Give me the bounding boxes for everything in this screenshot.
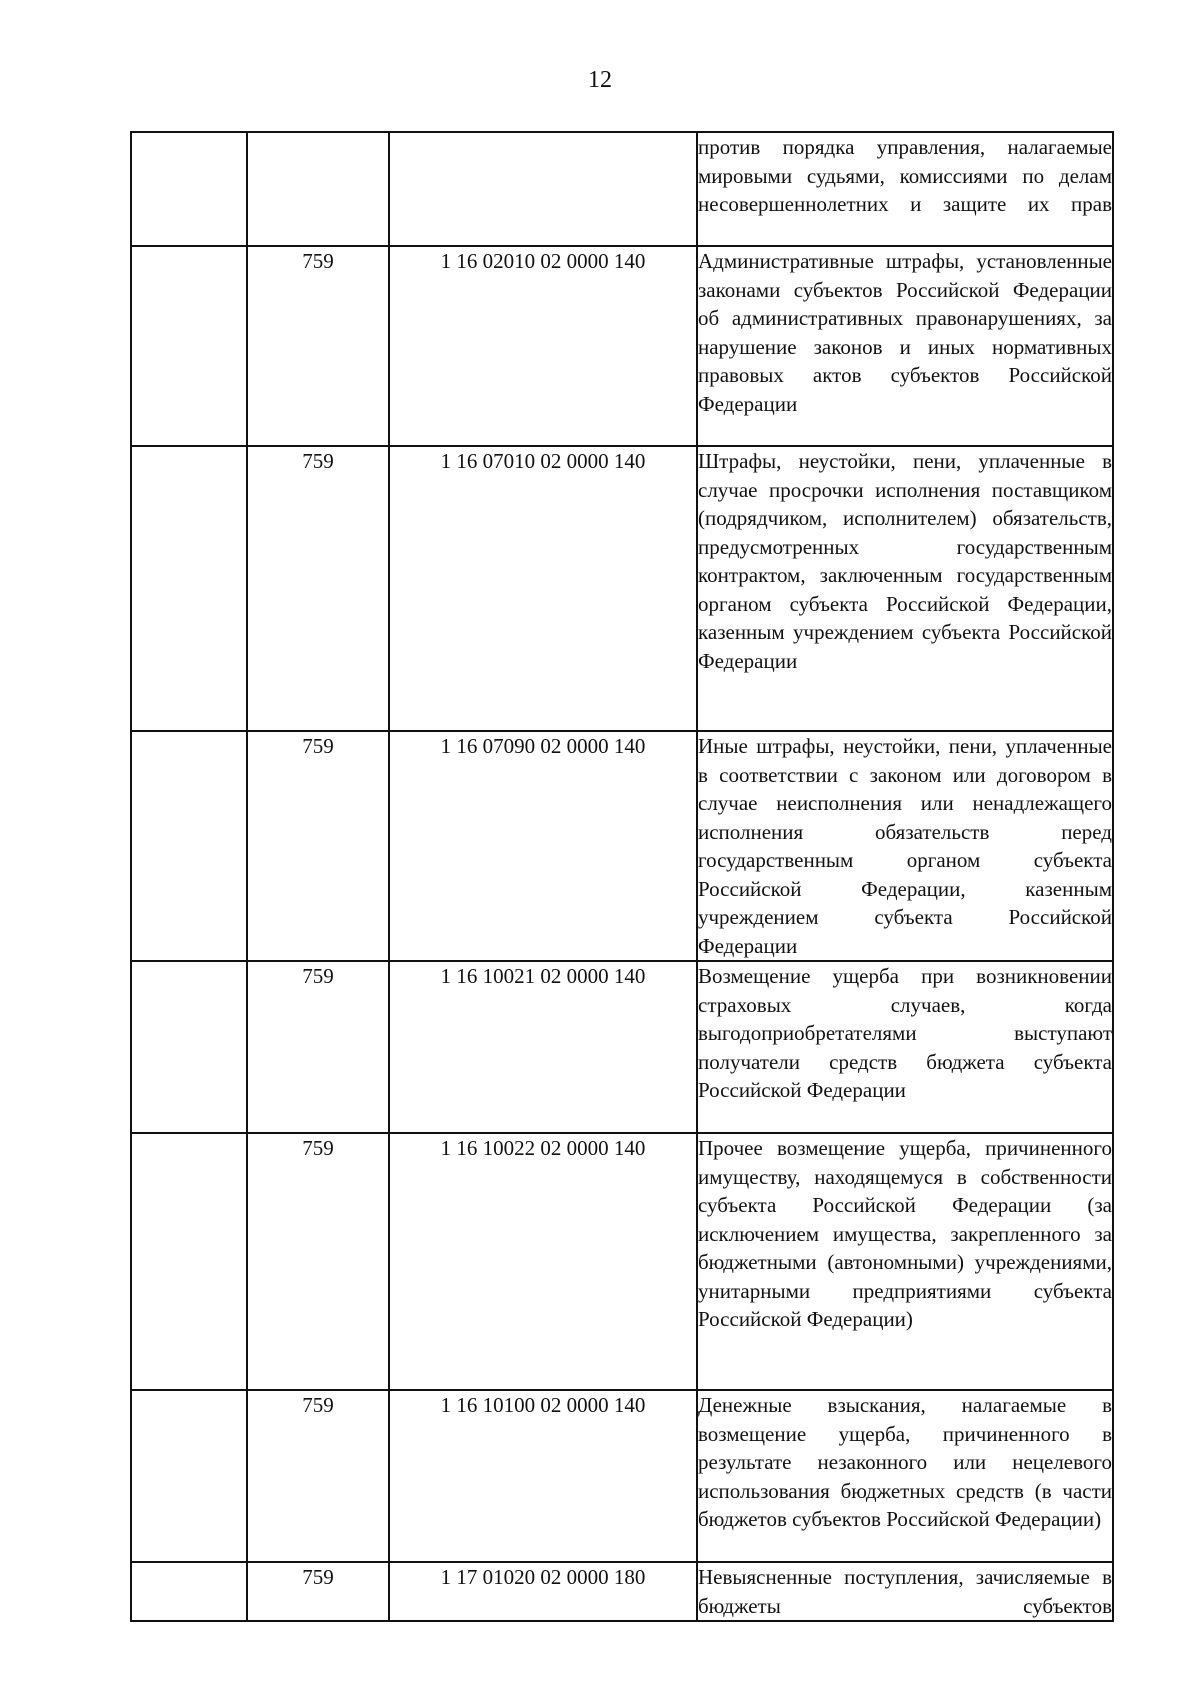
kbk-code-cell: 1 16 10022 02 0000 140 <box>389 1133 697 1390</box>
income-name-cell: Денежные взыскания, налагаемые в возмещение ущерба, причиненного в результате незаконного или нецелевого использования бюджетных средств (в части бюджетов субъектов Российской Федерации) <box>697 1390 1113 1562</box>
admin-code-cell: 759 <box>247 446 389 731</box>
kbk-code-cell: 1 16 10100 02 0000 140 <box>389 1390 697 1562</box>
table-row <box>131 731 1113 961</box>
admin-code-cell: 759 <box>247 1390 389 1562</box>
admin-code-cell: 759 <box>247 1562 389 1621</box>
income-name-cell: Административные штрафы, установленные законами субъектов Российской Федерации об административных правонарушениях, за нарушение законов и иных нормативных правовых актов субъектов Российской Федерации <box>697 246 1113 446</box>
budget-classification-table <box>130 131 1114 1622</box>
table-row <box>131 246 1113 446</box>
empty-cell <box>131 446 247 731</box>
admin-code-cell: 759 <box>247 731 389 961</box>
page-number: 12 <box>588 67 612 93</box>
kbk-code-cell: 1 16 02010 02 0000 140 <box>389 246 697 446</box>
income-name-cell: Прочее возмещение ущерба, причиненного имуществу, находящемуся в собственности субъекта Российской Федерации (за исключением имущества, закрепленного за бюджетными (автономными) учреждениями, унитарными предприятиями субъекта Российской Федерации) <box>697 1133 1113 1390</box>
income-name-cell: Возмещение ущерба при возникновении страховых случаев, когда выгодоприобретателями выступают получатели средств бюджета субъекта Российской Федерации <box>697 961 1113 1133</box>
table-row <box>131 446 1113 731</box>
table-row <box>131 1390 1113 1562</box>
income-name-cell: Иные штрафы, неустойки, пени, уплаченные в соответствии с законом или договором в случае неисполнения или ненадлежащего исполнения обязательств перед государственным органом субъекта Российской Федерации, казенным учреждением субъекта Российской Федерации <box>697 731 1113 961</box>
admin-code-cell: 759 <box>247 246 389 446</box>
admin-code-cell: 759 <box>247 961 389 1133</box>
empty-cell <box>131 1133 247 1390</box>
table-row <box>131 132 1113 246</box>
admin-code-cell: 759 <box>247 1133 389 1390</box>
table-row <box>131 1562 1113 1621</box>
kbk-code-cell: 1 16 07090 02 0000 140 <box>389 731 697 961</box>
kbk-code-cell <box>389 132 697 246</box>
admin-code-cell <box>247 132 389 246</box>
empty-cell <box>131 1390 247 1562</box>
table-row <box>131 961 1113 1133</box>
empty-cell <box>131 961 247 1133</box>
empty-cell <box>131 246 247 446</box>
kbk-code-cell: 1 16 10021 02 0000 140 <box>389 961 697 1133</box>
kbk-code-cell: 1 16 07010 02 0000 140 <box>389 446 697 731</box>
income-name-cell: Невыясненные поступления, зачисляемые в бюджеты субъектов <box>697 1562 1113 1621</box>
table-row <box>131 1133 1113 1390</box>
kbk-code-cell: 1 17 01020 02 0000 180 <box>389 1562 697 1621</box>
empty-cell <box>131 132 247 246</box>
income-name-cell: Штрафы, неустойки, пени, уплаченные в случае просрочки исполнения поставщиком (подрядчиком, исполнителем) обязательств, предусмотренных государственным контрактом, заключенным государственным органом субъекта Российской Федерации, казенным учреждением субъекта Российской Федерации <box>697 446 1113 731</box>
income-name-cell: против порядка управления, налагаемые мировыми судьями, комиссиями по делам несовершеннолетних и защите их прав <box>697 132 1113 246</box>
empty-cell <box>131 1562 247 1621</box>
empty-cell <box>131 731 247 961</box>
